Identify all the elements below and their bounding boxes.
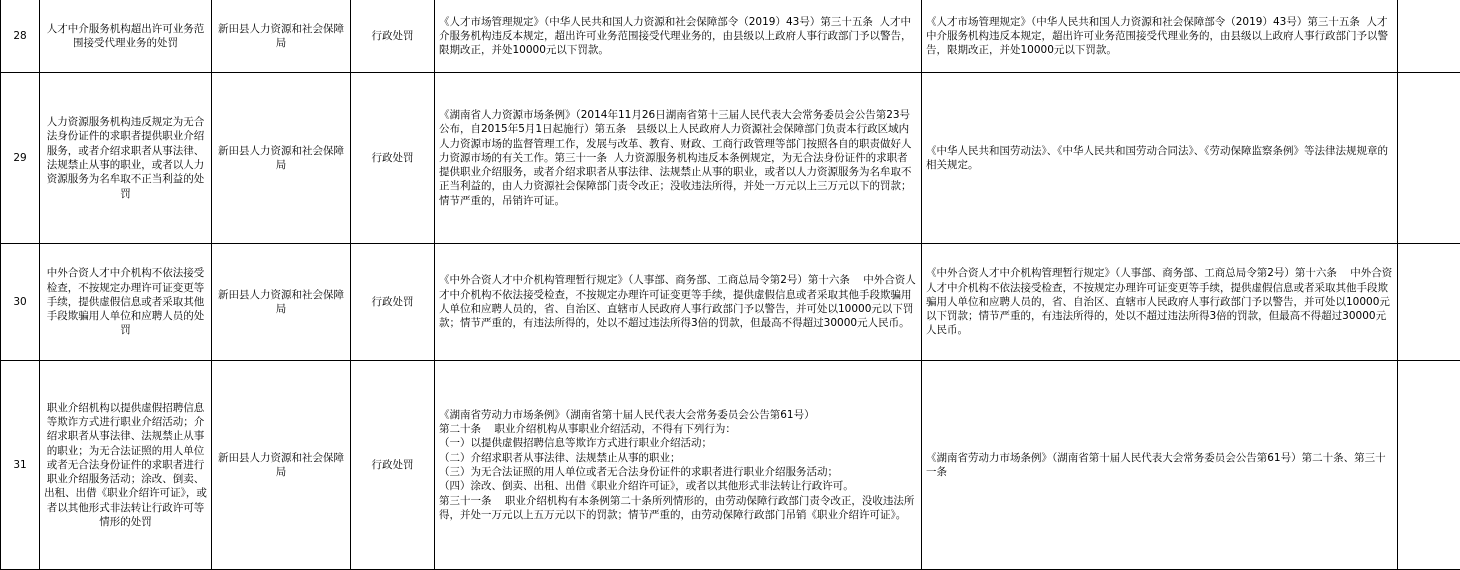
department-cell: 新田县人力资源和社会保障局	[212, 73, 351, 244]
law-reference-cell	[922, 244, 1398, 361]
table-row	[1, 244, 1460, 361]
penalty-item-cell: 中外合资人才中介机构不依法接受检查，不按规定办理许可证变更等手续，提供虚假信息或者采取其他手段欺骗用人单位和应聘人员的处罚	[40, 244, 212, 361]
table-row	[1, 0, 1460, 73]
law-reference-text: 《中华人民共和国劳动法》、《中华人民共和国劳动合同法》、《劳动保障监察条例》等法律法规规章的相关规定。	[926, 144, 1393, 173]
penalty-item-cell: 职业介绍机构以提供虚假招聘信息等欺诈方式进行职业介绍活动；介绍求职者从事法律、法规禁止从事的职业；为无合法证照的用人单位或者无合法身份证件的求职者进行职业介绍服务活动；涂改、倒卖、出租、出借《职业介绍许可证》，或者以其他形式非法转让行政许可等情形的处罚	[40, 361, 212, 570]
legal-basis-cell	[435, 73, 922, 244]
law-reference-cell	[922, 361, 1398, 570]
legal-basis-text: 《湖南省劳动力市场条例》（湖南省第十届人民代表大会常务委员会公告第61号） 第二十条 职业介绍机构从事职业介绍活动，不得有下列行为： （一）以提供虚假招聘信息等欺诈方式进行职业介绍活动； （二）介绍求职者从事法律、法规禁止从事的职业； （三）为无合法证照的用人单位或者无合法身份证件的求职者进行职业介绍服务活动； （四）涂改、倒卖、出租、出借《职业介绍许可证》，或者以其他形式非法转让行政许可。 第三十一条 职业介绍机构有本条例第二十条所列情形的，由劳动保障行政部门责令改正，没收违法所得，并处一万元以上五万元以下的罚款；情节严重的，由劳动保障行政部门吊销《职业介绍许可证》。	[439, 408, 917, 522]
law-reference-cell	[922, 0, 1398, 73]
law-reference-cell	[922, 73, 1398, 244]
empty-cell	[1398, 244, 1460, 361]
penalty-item-cell: 人力资源服务机构违反规定为无合法身份证件的求职者提供职业介绍服务，或者介绍求职者从事法律、法规禁止从事的职业，或者以人力资源服务为名牟取不正当利益的处罚	[40, 73, 212, 244]
legal-basis-text: 《湖南省人力资源市场条例》（2014年11月26日湖南省第十三届人民代表大会常务委员会公告第23号公布，自2015年5月1日起施行）第五条 县级以上人民政府人力资源社会保障部门负责本行政区域内人力资源市场的监督管理工作，发展与改革、教育、财政、工商行政管理等部门按照各自的职责做好人力资源市场的有关工作。第三十一条 人力资源服务机构违反本条例规定，为无合法身份证件的求职者提供职业介绍服务，或者介绍求职者从事法律、法规禁止从事的职业，或者以人力资源服务为名牟取不正当利益的，由人力资源社会保障部门责令改正；没收违法所得，并处一万元以上三万元以下的罚款；情节严重的，吊销许可证。	[439, 108, 917, 208]
row-number: 29	[1, 73, 40, 244]
penalty-type-cell: 行政处罚	[351, 0, 435, 73]
empty-cell	[1398, 0, 1460, 73]
legal-basis-text: 《人才市场管理规定》（中华人民共和国人力资源和社会保障部令（2019）43号）第三十五条 人才中介服务机构违反本规定，超出许可业务范围接受代理业务的，由县级以上政府人事行政部门予以警告，限期改正，并处10000元以下罚款。	[439, 15, 917, 58]
law-reference-text: 《人才市场管理规定》（中华人民共和国人力资源和社会保障部令（2019）43号）第三十五条 人才中介服务机构违反本规定，超出许可业务范围接受代理业务的，由县级以上政府人事行政部门予以警告，限期改正，并处10000元以下罚款。	[926, 15, 1393, 58]
legal-basis-cell	[435, 0, 922, 73]
legal-basis-cell	[435, 361, 922, 570]
department-cell: 新田县人力资源和社会保障局	[212, 361, 351, 570]
penalty-type-cell: 行政处罚	[351, 361, 435, 570]
department-cell: 新田县人力资源和社会保障局	[212, 244, 351, 361]
legal-basis-text: 《中外合资人才中介机构管理暂行规定》（人事部、商务部、工商总局令第2号）第十六条 中外合资人才中介机构不依法接受检查，不按规定办理许可证变更等手续，提供虚假信息或者采取其他手段欺骗用人单位和应聘人员的，省、自治区、直辖市人民政府人事行政部门予以警告，并可处以10000元以下罚款；情节严重的，有违法所得的，处以不超过违法所得3倍的罚款，但最高不得超过30000元人民币。	[439, 273, 917, 330]
row-number: 31	[1, 361, 40, 570]
law-reference-text: 《中外合资人才中介机构管理暂行规定》（人事部、商务部、工商总局令第2号）第十六条 中外合资人才中介机构不依法接受检查，不按规定办理许可证变更等手续，提供虚假信息或者采取其他手段欺骗用人单位和应聘人员的，省、自治区、直辖市人民政府人事行政部门予以警告，并可处以10000元以下罚款；情节严重的，有违法所得的，处以不超过违法所得3倍的罚款，但最高不得超过30000元人民币。	[926, 266, 1393, 337]
penalty-type-cell: 行政处罚	[351, 244, 435, 361]
penalty-type-cell: 行政处罚	[351, 73, 435, 244]
empty-cell	[1398, 361, 1460, 570]
table-row	[1, 361, 1460, 570]
empty-cell	[1398, 73, 1460, 244]
row-number: 28	[1, 0, 40, 73]
penalty-item-cell: 人才中介服务机构超出许可业务范围接受代理业务的处罚	[40, 0, 212, 73]
table-row	[1, 73, 1460, 244]
legal-basis-cell	[435, 244, 922, 361]
department-cell: 新田县人力资源和社会保障局	[212, 0, 351, 73]
law-reference-text: 《湖南省劳动力市场条例》（湖南省第十届人民代表大会常务委员会公告第61号）第二十条、第三十一条	[926, 451, 1393, 480]
row-number: 30	[1, 244, 40, 361]
